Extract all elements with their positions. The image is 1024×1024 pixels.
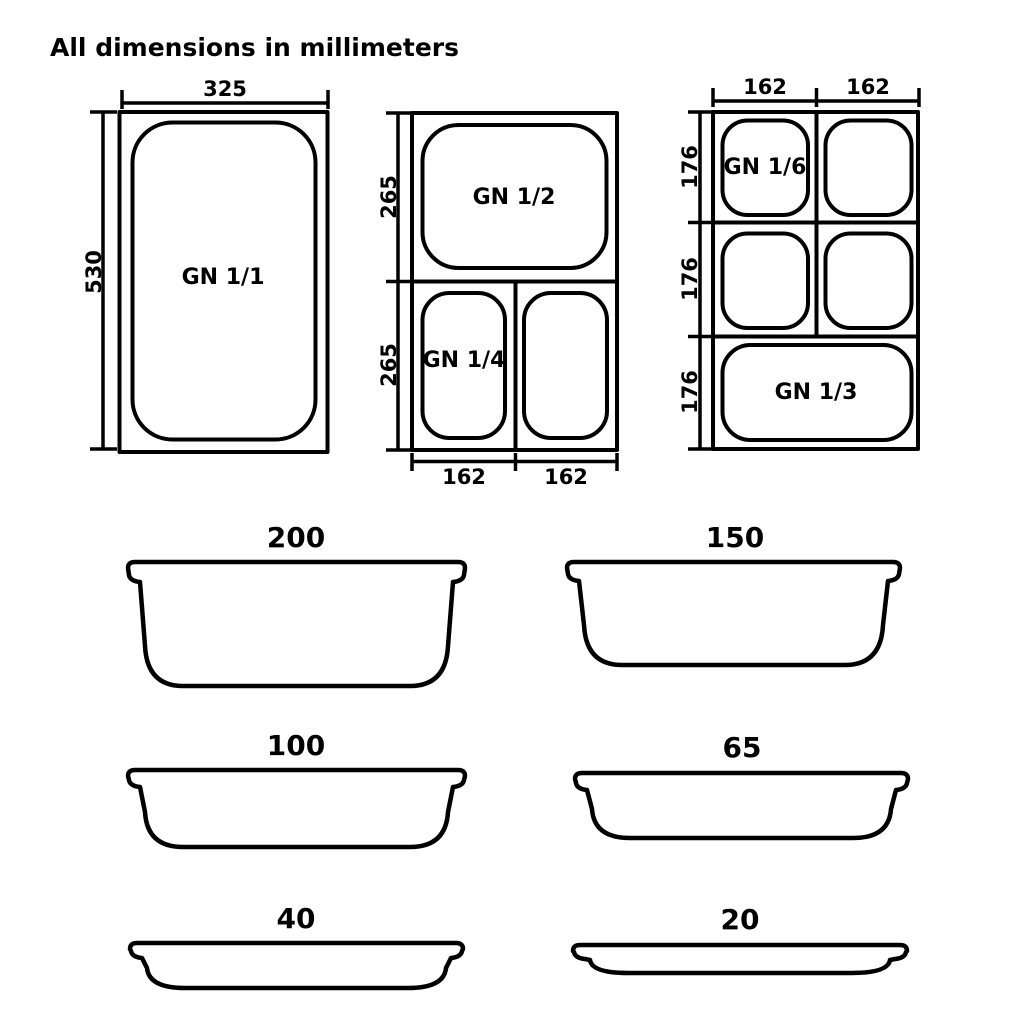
pan-profile-40 [130, 943, 463, 988]
gn16-pan-outline-r1c2 [826, 121, 912, 216]
pan-profile-150 [567, 562, 900, 665]
gn14-label: GN 1/4 [422, 348, 506, 373]
gn16-height-value-3: 176 [678, 370, 702, 414]
gn11-height-dimension [82, 112, 117, 449]
pan-profile-200 [128, 562, 465, 686]
gn11-width-value: 325 [203, 77, 247, 101]
gn16-width-value-right: 162 [846, 75, 890, 99]
gn16-width-value-left: 162 [743, 75, 787, 99]
gn16-height-dimension [678, 112, 713, 449]
gn11-width-dimension [122, 77, 328, 109]
gn11-height-value: 530 [82, 250, 106, 294]
depth-label-20: 20 [720, 903, 760, 936]
gn14-width-value-right: 162 [544, 465, 588, 489]
gn14-width-dimension [412, 453, 617, 489]
depth-label-150: 150 [705, 521, 765, 554]
depth-label-100: 100 [266, 729, 326, 762]
gn11-label: GN 1/1 [181, 265, 265, 290]
depth-label-40: 40 [276, 902, 316, 935]
gn16-height-value-1: 176 [678, 145, 702, 189]
gn12-gn14-top-view [377, 113, 617, 489]
depth-profiles [128, 521, 908, 988]
gn11-top-view [82, 77, 328, 452]
depth-label-65: 65 [722, 731, 762, 764]
gn12-height-value-bottom: 265 [377, 343, 401, 387]
gn16-height-value-2: 176 [678, 257, 702, 301]
gn16-label: GN 1/6 [723, 155, 807, 180]
gn16-gn13-top-view [678, 75, 919, 449]
gn14-pan-outline-right [524, 293, 607, 438]
gn12-label: GN 1/2 [472, 185, 556, 210]
gn16-pan-outline-r2c2 [826, 234, 912, 329]
page-title: All dimensions in millimeters [50, 33, 459, 62]
depth-label-200: 200 [266, 521, 326, 554]
gn16-pan-outline-r2c1 [723, 234, 809, 329]
pan-profile-65 [575, 773, 908, 838]
pan-profile-100 [128, 770, 465, 847]
gn12-height-dimension [377, 113, 411, 450]
pan-profile-20 [573, 945, 907, 973]
gn12-height-value-top: 265 [377, 175, 401, 219]
gn16-width-dimension [713, 75, 919, 107]
gn13-label: GN 1/3 [774, 380, 858, 405]
gn14-width-value-left: 162 [442, 465, 486, 489]
